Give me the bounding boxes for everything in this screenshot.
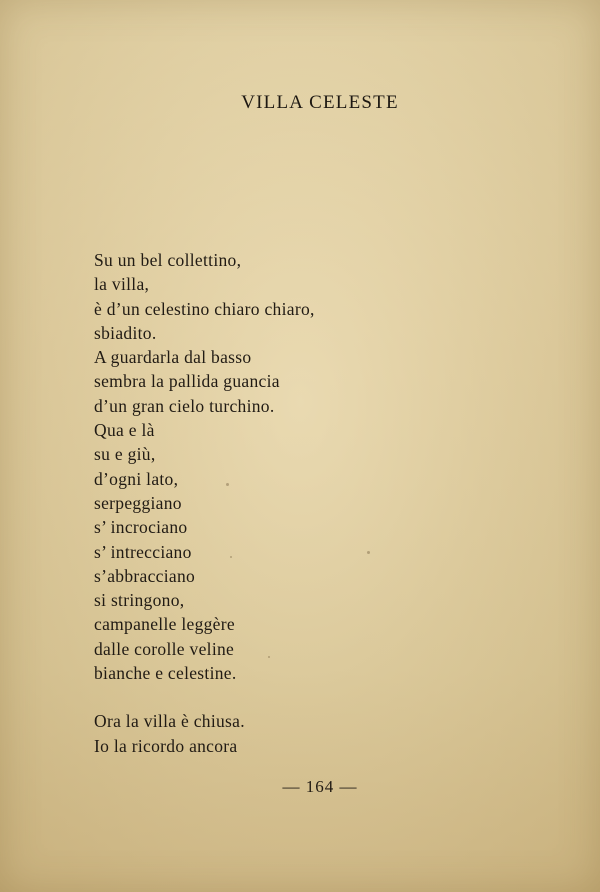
- poem-line: sembra la pallida guancia: [94, 371, 280, 392]
- poem-title: VILLA CELESTE: [241, 92, 399, 113]
- poem-line: d’ogni lato,: [94, 468, 179, 489]
- poem-line: su e giù,: [94, 444, 156, 465]
- poem-line: Io la ricordo ancora: [94, 735, 238, 756]
- poem-line: sbiadito.: [94, 322, 157, 343]
- poem-line: dalle corolle veline: [94, 638, 235, 659]
- poem-line: s’ intrecciano: [94, 541, 192, 562]
- poem-line: Ora la villa è chiusa.: [94, 711, 245, 732]
- paper-speck: [367, 551, 370, 554]
- poem-body: [94, 248, 315, 758]
- poem-line: si stringono,: [94, 590, 185, 611]
- page-number: — 164 —: [282, 777, 358, 796]
- poem-line: è d’un celestino chiaro chiaro,: [94, 298, 315, 319]
- stanza-break: [94, 685, 315, 709]
- poem-line: campanelle leggère: [94, 614, 235, 635]
- poem-line: Qua e là: [94, 420, 155, 441]
- poem-line: serpeggiano: [94, 492, 182, 513]
- poem-line: A guardarla dal basso: [94, 347, 252, 368]
- poem-line: Su un bel collettino,: [94, 250, 242, 270]
- poem-line: d’un gran cielo turchino.: [94, 395, 275, 416]
- poem-line: s’ incrociano: [94, 517, 188, 538]
- poem-line: s’abbracciano: [94, 565, 196, 586]
- poem-line: bianche e celestine.: [94, 663, 237, 684]
- poem-line: la villa,: [94, 274, 150, 295]
